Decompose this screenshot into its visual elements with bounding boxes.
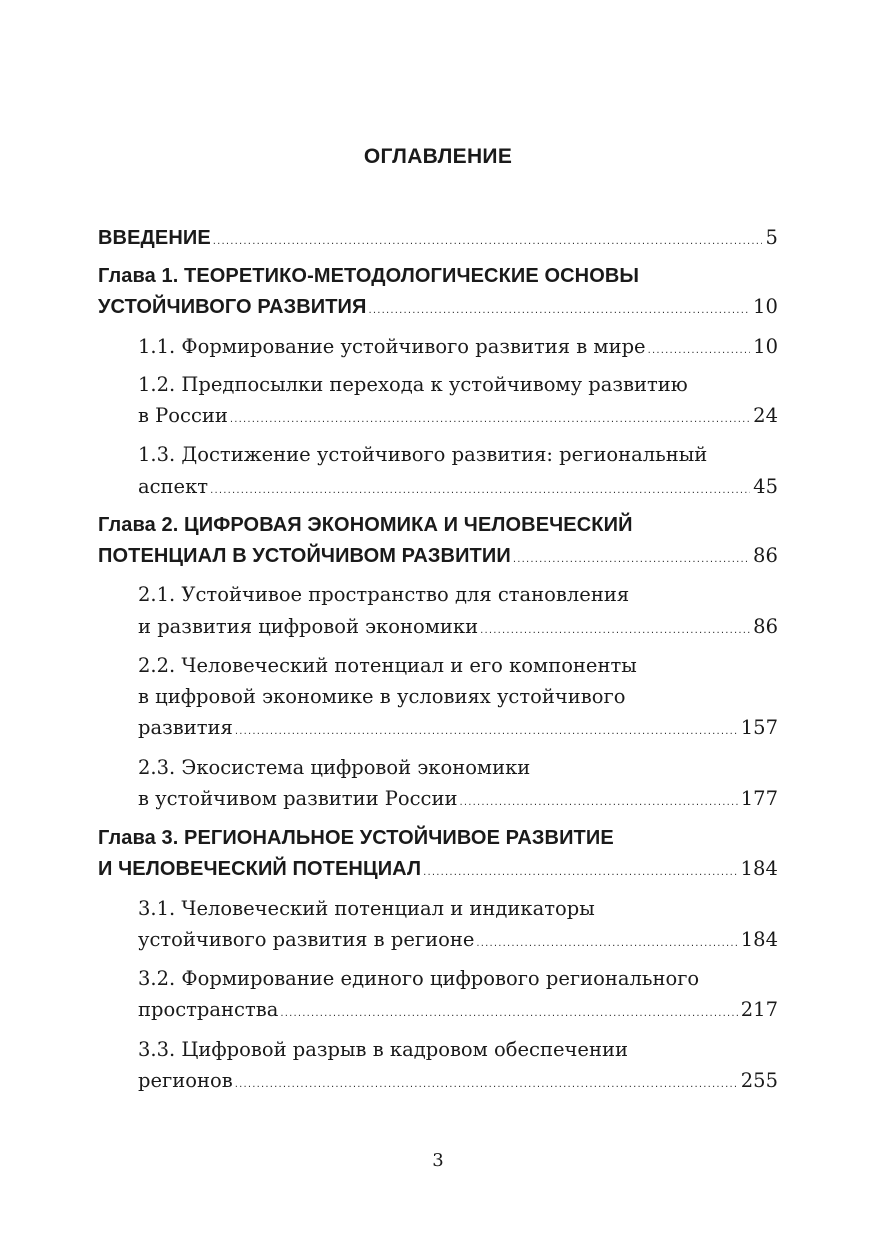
- toc-entry-section-1-2[interactable]: [138, 403, 778, 429]
- toc-entry-section-1-3[interactable]: [138, 474, 778, 500]
- toc-entry-label: ВВЕДЕНИЕ: [98, 227, 211, 249]
- toc-entry-section-3-2-line-1[interactable]: 3.2. Формирование единого цифрового регионального: [138, 967, 700, 990]
- toc-entry-label: в России: [138, 404, 228, 427]
- toc-entry-section-2-2-line-2[interactable]: в цифровой экономике в условиях устойчивого: [138, 685, 626, 708]
- toc-page-number: 255: [740, 1069, 778, 1092]
- leader-dots: [369, 298, 750, 324]
- toc-entry-section-3-1[interactable]: [138, 927, 778, 953]
- toc-entry-section-2-3-line-1[interactable]: 2.3. Экосистема цифровой экономики: [138, 756, 531, 779]
- toc-page-number: 184: [740, 857, 778, 880]
- toc-entry-chapter-1-line-1[interactable]: Глава 1. ТЕОРЕТИКО-МЕТОДОЛОГИЧЕСКИЕ ОСНОВЫ: [98, 265, 640, 287]
- toc-page-number: 86: [752, 544, 778, 567]
- toc-entry-label: ПОТЕНЦИАЛ В УСТОЙЧИВОМ РАЗВИТИИ: [98, 545, 511, 567]
- leader-dots: [235, 1072, 738, 1098]
- toc-entry-section-3-3[interactable]: [138, 1068, 778, 1094]
- toc-entry-label: устойчивого развития в регионе: [138, 928, 475, 951]
- toc-entry-label: И ЧЕЛОВЕЧЕСКИЙ ПОТЕНЦИАЛ: [98, 858, 422, 880]
- toc-entry-label: регионов: [138, 1069, 233, 1092]
- toc-entry-label: и развития цифровой экономики: [138, 615, 479, 638]
- page-title: ОГЛАВЛЕНИЕ: [363, 145, 513, 168]
- toc-entry-section-3-1-line-1[interactable]: 3.1. Человеческий потенциал и индикаторы: [138, 897, 595, 920]
- leader-dots: [480, 618, 750, 644]
- page-number: 3: [432, 1150, 444, 1171]
- leader-dots: [235, 719, 738, 745]
- leader-dots: [230, 407, 750, 433]
- toc-entry-section-2-1[interactable]: [138, 614, 778, 640]
- leader-dots: [476, 931, 737, 957]
- toc-entry-label: аспект: [138, 475, 209, 498]
- toc-page-number: 10: [753, 335, 778, 358]
- toc-entry-section-1-3-line-1[interactable]: 1.3. Достижение устойчивого развития: региональный: [138, 443, 708, 466]
- leader-dots: [213, 229, 763, 255]
- toc-entry-label: развития: [138, 716, 233, 739]
- toc-page-number: 86: [753, 615, 778, 638]
- toc-page-number: 184: [740, 928, 778, 951]
- toc-entry-chapter-3[interactable]: [98, 856, 778, 882]
- toc-page-number: 5: [765, 226, 778, 249]
- leader-dots: [648, 338, 751, 364]
- toc-entry-section-1-1[interactable]: [138, 334, 778, 360]
- toc-entry-section-2-2[interactable]: [138, 715, 778, 741]
- leader-dots: [423, 860, 737, 886]
- toc-entry-section-3-2[interactable]: [138, 997, 778, 1023]
- leader-dots: [280, 1001, 737, 1027]
- toc-entry-section-2-2-line-1[interactable]: 2.2. Человеческий потенциал и его компоненты: [138, 654, 637, 677]
- toc-entry-introduction[interactable]: [98, 225, 778, 251]
- toc-page-number: 217: [740, 998, 778, 1021]
- toc-entry-section-2-1-line-1[interactable]: 2.1. Устойчивое пространство для становления: [138, 583, 630, 606]
- toc-entry-chapter-3-line-1[interactable]: Глава 3. РЕГИОНАЛЬНОЕ УСТОЙЧИВОЕ РАЗВИТИЕ: [98, 827, 614, 849]
- toc-entry-chapter-1[interactable]: [98, 294, 778, 320]
- toc-entry-label: в устойчивом развитии России: [138, 787, 458, 810]
- toc-entry-chapter-2-line-1[interactable]: Глава 2. ЦИФРОВАЯ ЭКОНОМИКА И ЧЕЛОВЕЧЕСКИЙ: [98, 514, 633, 536]
- toc-page-number: 45: [753, 475, 778, 498]
- leader-dots: [210, 478, 750, 504]
- toc-entry-chapter-2[interactable]: [98, 543, 778, 569]
- toc-page-number: 177: [740, 787, 778, 810]
- toc-entry-label: 1.1. Формирование устойчивого развития в мире: [138, 335, 646, 358]
- toc-page-number: 24: [753, 404, 778, 427]
- toc-page-number: 10: [752, 295, 778, 318]
- toc-entry-section-3-3-line-1[interactable]: 3.3. Цифровой разрыв в кадровом обеспечении: [138, 1038, 628, 1061]
- toc-entry-label: УСТОЙЧИВОГО РАЗВИТИЯ: [98, 296, 367, 318]
- toc-entry-section-2-3[interactable]: [138, 786, 778, 812]
- toc-page-number: 157: [740, 716, 778, 739]
- toc-entry-label: пространства: [138, 998, 279, 1021]
- toc-entry-section-1-2-line-1[interactable]: 1.2. Предпосылки перехода к устойчивому развитию: [138, 373, 688, 396]
- leader-dots: [513, 547, 750, 573]
- leader-dots: [459, 790, 737, 816]
